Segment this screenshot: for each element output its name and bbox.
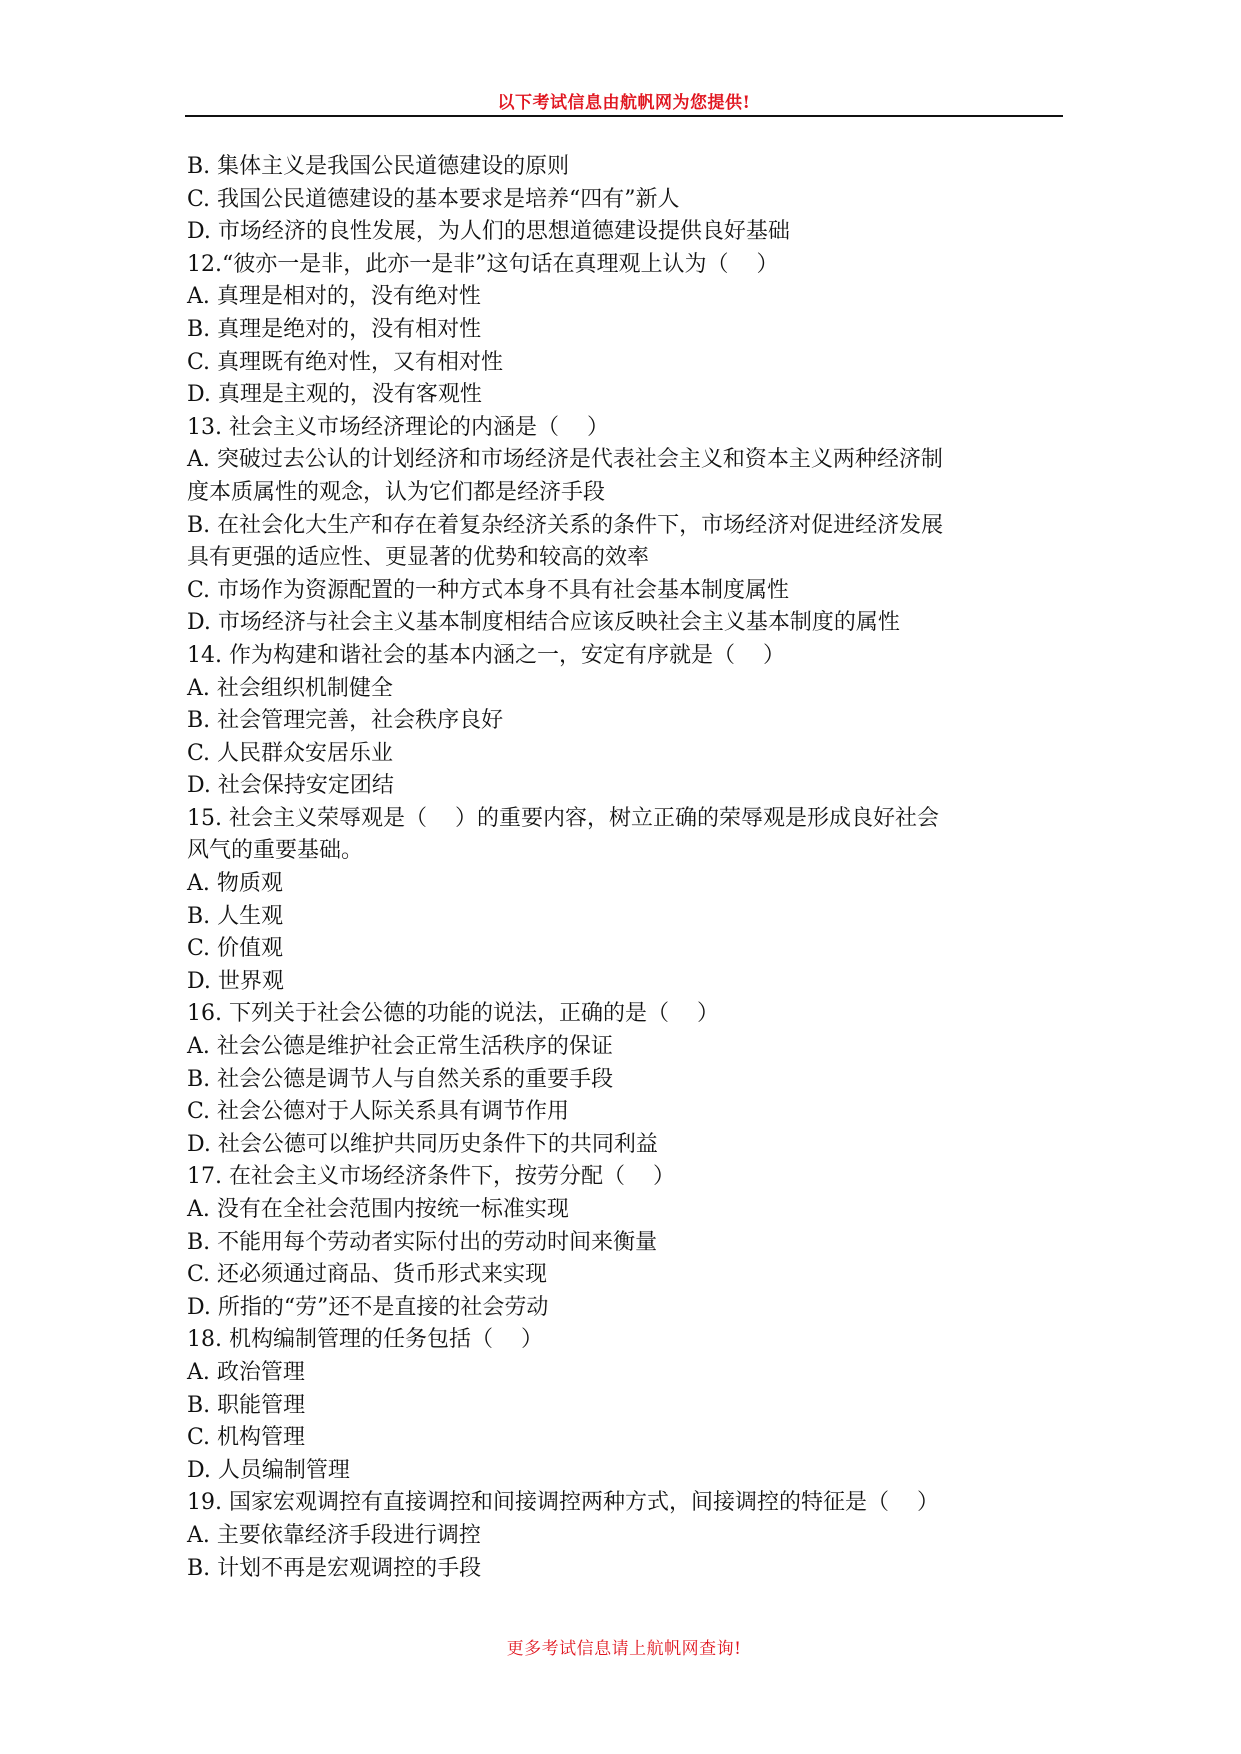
text-line: D. 真理是主观的，没有客观性 <box>187 382 482 408</box>
question-15: 15. 社会主义荣辱观是（ ）的重要内容，树立正确的荣辱观是形成良好社会 <box>187 805 939 831</box>
text-line: B. 职能管理 <box>187 1392 306 1418</box>
text-line: C. 市场作为资源配置的一种方式本身不具有社会基本制度属性 <box>187 577 790 603</box>
text-line: C. 机构管理 <box>187 1425 306 1451</box>
text-line: C. 社会公德对于人际关系具有调节作用 <box>187 1099 570 1125</box>
text-line: B. 真理是绝对的，没有相对性 <box>187 316 482 342</box>
text-line: A. 政治管理 <box>187 1359 305 1385</box>
question-17: 17. 在社会主义市场经济条件下，按劳分配（ ） <box>187 1164 675 1190</box>
text-line: B. 不能用每个劳动者实际付出的劳动时间来衡量 <box>187 1229 658 1255</box>
question-12: 12.“彼亦一是非，此亦一是非”这句话在真理观上认为（ ） <box>187 251 779 277</box>
text-line: C. 真理既有绝对性，又有相对性 <box>187 349 504 375</box>
text-line: 度本质属性的观念，认为它们都是经济手段 <box>187 479 606 505</box>
text-line: D. 社会保持安定团结 <box>187 773 394 799</box>
question-16: 16. 下列关于社会公德的功能的说法，正确的是（ ） <box>187 1001 719 1027</box>
text-line: A. 主要依靠经济手段进行调控 <box>187 1522 481 1548</box>
question-14: 14. 作为构建和谐社会的基本内涵之一，安定有序就是（ ） <box>187 642 785 668</box>
document-body <box>187 151 1067 1585</box>
question-13: 13. 社会主义市场经济理论的内涵是（ ） <box>187 414 609 440</box>
text-line: B. 社会公德是调节人与自然关系的重要手段 <box>187 1066 614 1092</box>
text-line: A. 没有在全社会范围内按统一标准实现 <box>187 1197 569 1222</box>
text-line: C. 价值观 <box>187 936 284 962</box>
text-line: 风气的重要基础。 <box>187 838 364 864</box>
text-line: C. 还必须通过商品、货币形式来实现 <box>187 1262 548 1288</box>
text-line: D. 世界观 <box>187 968 284 994</box>
text-line: B. 集体主义是我国公民道德建设的原则 <box>187 154 570 179</box>
text-line: A. 社会公德是维护社会正常生活秩序的保证 <box>187 1034 613 1060</box>
text-line: D. 市场经济的良性发展，为人们的思想道德建设提供良好基础 <box>187 219 790 245</box>
question-18: 18. 机构编制管理的任务包括（ ） <box>187 1327 543 1353</box>
text-line: 具有更强的适应性、更显著的优势和较高的效率 <box>187 545 650 571</box>
text-line: B. 人生观 <box>187 903 284 929</box>
text-line: A. 社会组织机制健全 <box>187 675 393 701</box>
text-line: B. 在社会化大生产和存在着复杂经济关系的条件下，市场经济对促进经济发展 <box>187 512 944 538</box>
page-header: 以下考试信息由航帆网为您提供! <box>497 93 751 113</box>
text-line: A. 突破过去公认的计划经济和市场经济是代表社会主义和资本主义两种经济制 <box>187 447 943 473</box>
text-line: C. 人民群众安居乐业 <box>187 740 394 766</box>
text-line: A. 真理是相对的，没有绝对性 <box>187 284 481 310</box>
text-line: C. 我国公民道德建设的基本要求是培养“四有”新人 <box>187 186 680 212</box>
question-19: 19. 国家宏观调控有直接调控和间接调控两种方式，间接调控的特征是（ ） <box>187 1490 939 1516</box>
text-line: D. 社会公德可以维护共同历史条件下的共同利益 <box>187 1131 658 1157</box>
text-line: D. 市场经济与社会主义基本制度相结合应该反映社会主义基本制度的属性 <box>187 610 900 636</box>
header-divider <box>185 115 1063 117</box>
text-line: D. 人员编制管理 <box>187 1457 350 1483</box>
page-footer: 更多考试信息请上航帆网查询! <box>506 1639 742 1659</box>
text-line: B. 计划不再是宏观调控的手段 <box>187 1555 482 1581</box>
text-line: B. 社会管理完善，社会秩序良好 <box>187 708 504 734</box>
text-line: D. 所指的“劳”还不是直接的社会劳动 <box>187 1294 549 1320</box>
text-line: A. 物质观 <box>187 871 283 897</box>
